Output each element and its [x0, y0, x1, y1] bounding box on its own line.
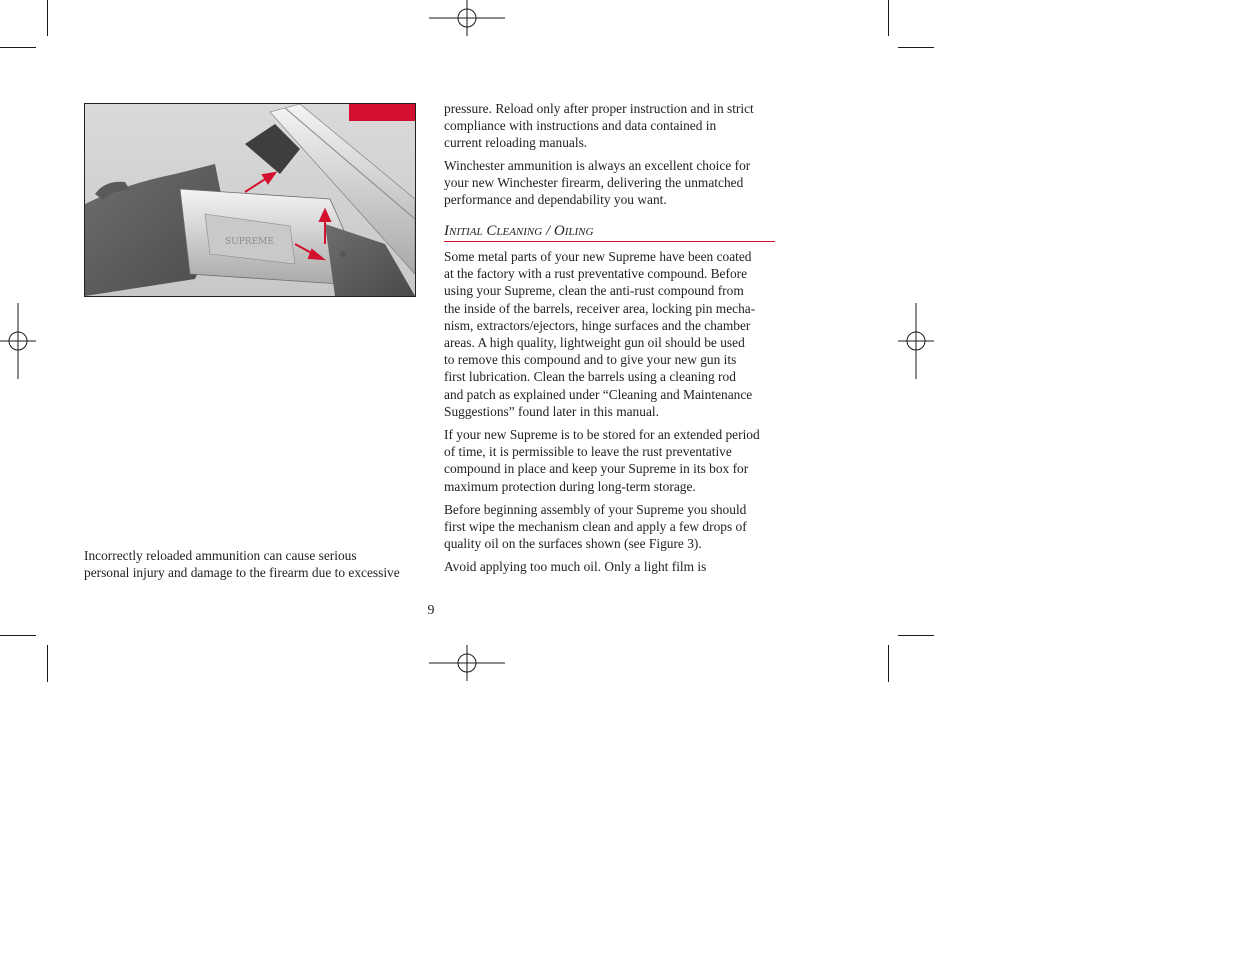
figure-tag — [349, 104, 415, 121]
receiver-engraving: SUPREME — [225, 237, 274, 247]
section-heading: Initial Cleaning / Oiling — [444, 222, 775, 242]
crop-mark — [898, 47, 934, 48]
crop-mark — [888, 645, 889, 682]
assembly-paragraph: Before beginning assembly of your Supreme you should first wipe the mechanism clean and apply a few drops of quality oil on the surfaces shown (see Figure 3). — [444, 502, 747, 552]
registration-mark-top — [429, 0, 505, 36]
crop-mark — [888, 0, 889, 36]
reloading-continued-paragraph: pressure. Reload only after proper instruction and in strict compliance with instructions and data contained in current reloading manuals. — [444, 101, 754, 151]
registration-mark-left — [0, 303, 36, 379]
storage-paragraph: If your new Supreme is to be stored for an extended period of time, it is permissible to leave the rust preventative compound in place and keep your Supreme in its box for maximum protection during long-term storage. — [444, 427, 760, 494]
crop-mark — [0, 635, 36, 636]
crop-mark — [0, 47, 36, 48]
page-number: 9 — [427, 603, 435, 618]
crop-mark — [47, 0, 48, 36]
registration-mark-right — [898, 303, 934, 379]
shotgun-receiver-photo — [84, 103, 416, 297]
crop-mark — [47, 645, 48, 682]
registration-mark-bottom — [429, 645, 505, 681]
oil-warning-paragraph: Avoid applying too much oil. Only a light film is — [444, 559, 707, 574]
shotgun-illustration — [85, 104, 415, 296]
crop-mark — [898, 635, 934, 636]
rust-compound-paragraph: Some metal parts of your new Supreme have been coated at the factory with a rust preventative compound. Before using your Supreme, clean the anti-rust compound from the inside of the barrels, receiver area, locking pin mecha- nism, extractors/ejectors, hinge surfaces and the chamber areas. A high quality, lightweight gun oil should be used to remove this compound and to give your new gun its first lubrication. Clean the barrels using a cleaning rod and patch as explained under “Cleaning and Maintenance Suggestions” found later in this manual. — [444, 249, 756, 419]
winchester-ammunition-paragraph: Winchester ammunition is always an excellent choice for your new Winchester firearm, delivering the unmatched performance and dependability you want. — [444, 158, 751, 208]
reloading-warning-paragraph: Incorrectly reloaded ammunition can cause serious personal injury and damage to the firearm due to excessive — [84, 548, 400, 581]
